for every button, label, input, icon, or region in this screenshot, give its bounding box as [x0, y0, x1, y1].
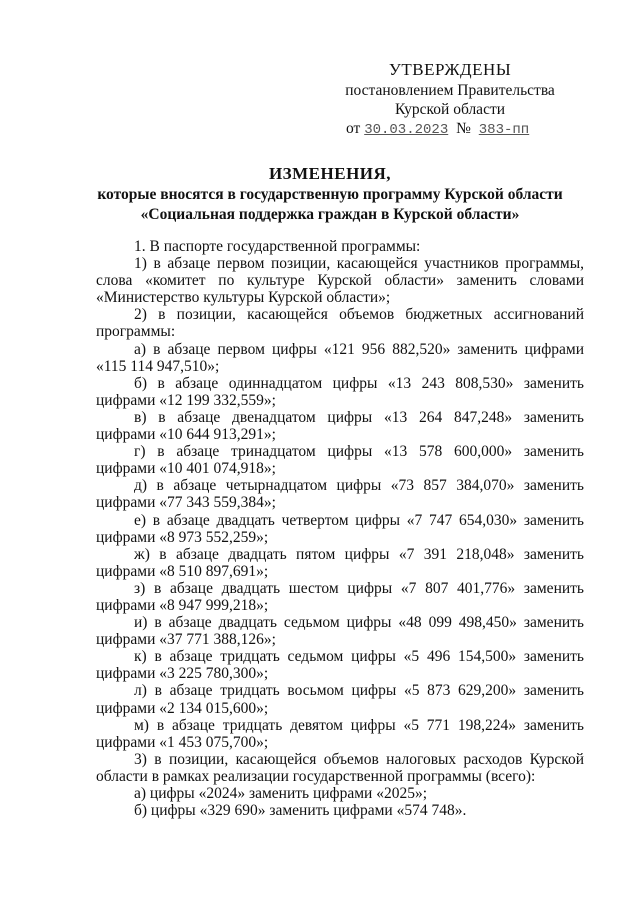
paragraph: л) в абзаце тридцать восьмом цифры «5 873 629,200» заменить цифрами «2 134 015,600»;: [96, 682, 584, 717]
approval-date-number: [340, 119, 560, 140]
paragraph: 1. В паспорте государственной программы:: [134, 238, 421, 255]
paragraph: к) в абзаце тридцать седьмом цифры «5 496 154,500» заменить цифрами «3 225 780,300»;: [96, 648, 584, 683]
paragraph: з) в абзаце двадцать шестом цифры «7 807 401,776» заменить цифрами «8 947 999,218»;: [96, 579, 584, 614]
paragraph: в) в абзаце двенадцатом цифры «13 264 847,248» заменить цифрами «10 644 913,291»;: [96, 408, 584, 444]
paragraph: а) в абзаце первом цифры «121 956 882,520» заменить цифрами «115 114 947,510»;: [96, 340, 584, 375]
heading-line-2: «Социальная поддержка граждан в Курской области»: [140, 206, 520, 223]
paragraph: и) в абзаце двадцать седьмом цифры «48 099 498,450» заменить цифрами «37 771 388,126»;: [96, 614, 584, 649]
paragraph: а) цифры «2024» заменить цифрами «2025»;: [134, 785, 428, 802]
approval-number: 383-пп: [478, 122, 530, 138]
approval-title: УТВЕРЖДЕНЫ: [388, 60, 512, 79]
number-sign: №: [456, 120, 471, 137]
date-prefix: от: [346, 120, 361, 137]
paragraph: м) в абзаце тридцать девятом цифры «5 771 198,224» заменить цифрами «1 453 075,700»;: [96, 716, 584, 751]
paragraph: ж) в абзаце двадцать пятом цифры «7 391 218,048» заменить цифрами «8 510 897,691»;: [96, 545, 584, 580]
paragraph: г) в абзаце тринадцатом цифры «13 578 600,000» заменить цифрами «10 401 074,918»;: [96, 443, 584, 478]
approval-line-1: постановлением Правительства: [345, 82, 555, 99]
paragraph: б) цифры «329 690» заменить цифрами «574 748».: [134, 802, 467, 820]
paragraph: 3) в позиции, касающейся объемов налоговых расходов Курской области в рамках реализации государственной программы (всего):: [96, 750, 584, 785]
document-body: [96, 238, 584, 819]
approval-line-2: Курской области: [394, 101, 506, 118]
paragraph: д) в абзаце четырнадцатом цифры «73 857 384,070» заменить цифрами «77 343 559,384»;: [96, 477, 584, 512]
paragraph: 1) в абзаце первом позиции, касающейся участников программы, слова «комитет по культуре Курской области» заменить словами «Министерство культуры Курской области»;: [96, 255, 584, 307]
heading-line-1: которые вносятся в государственную программу Курской области: [97, 186, 563, 203]
approval-date: 30.03.2023: [364, 122, 449, 138]
approval-block: [340, 60, 560, 140]
document-heading: [80, 163, 580, 225]
paragraph: 2) в позиции, касающейся объемов бюджетных ассигнований программы:: [96, 306, 584, 341]
paragraph: б) в абзаце одиннадцатом цифры «13 243 808,530» заменить цифрами «12 199 332,559»;: [96, 374, 584, 409]
paragraph: е) в абзаце двадцать четвертом цифры «7 747 654,030» заменить цифрами «8 973 552,259»;: [96, 511, 584, 546]
heading-title: ИЗМЕНЕНИЯ,: [268, 164, 392, 183]
